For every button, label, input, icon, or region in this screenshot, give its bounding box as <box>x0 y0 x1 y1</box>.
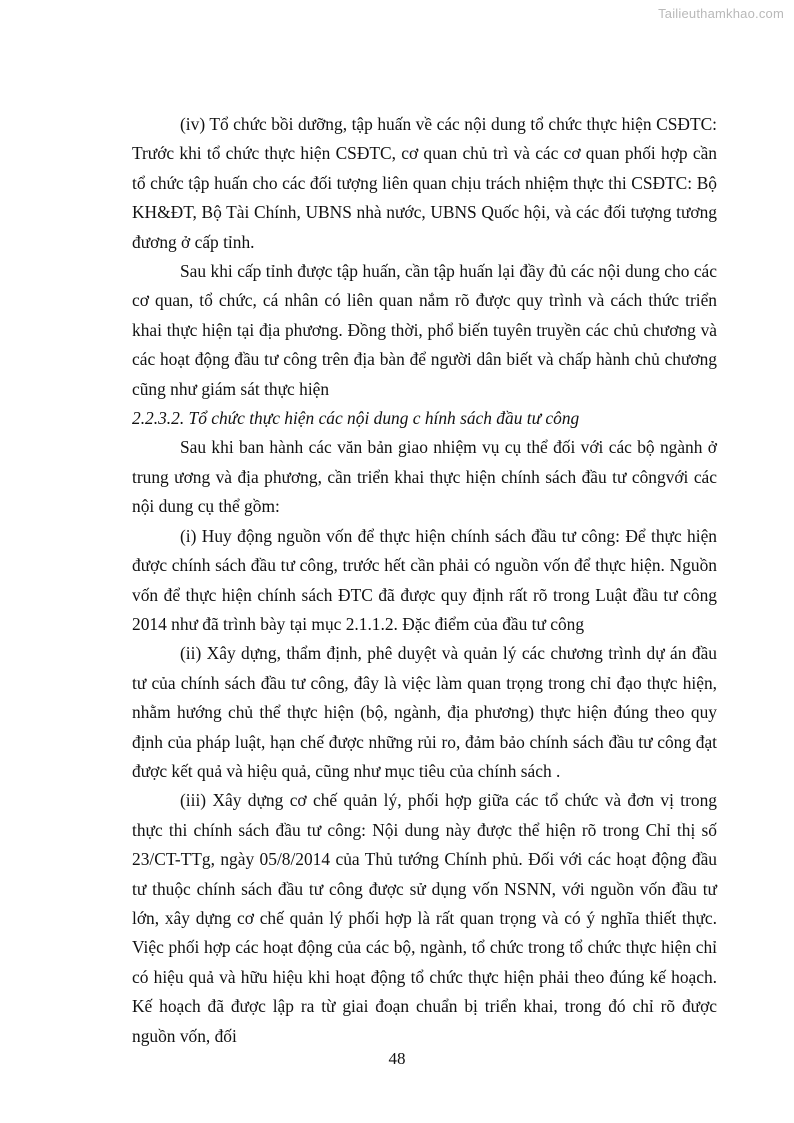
paragraph-coordination-mechanism: (iii) Xây dựng cơ chế quản lý, phối hợp giữa các tổ chức và đơn vị trong thực thi chính sách đầu tư công: Nội dung này được thể hiện rõ trong Chỉ thị số 23/CT-TTg, ngày 05/8/2014 của Thủ tướng Chính phủ. Đối với các hoạt động đầu tư thuộc chính sách đầu tư công được sử dụng vốn NSNN, với nguồn vốn đầu tư lớn, xây dựng cơ chế quản lý phối hợp là rất quan trọng và có ý nghĩa thiết thực. Việc phối hợp các hoạt động của các bộ, ngành, tổ chức trong tổ chức thực hiện chỉ có hiệu quả và hữu hiệu khi hoạt động tổ chức thực hiện phải theo đúng kế hoạch. Kế hoạch đã được lập ra từ giai đoạn chuẩn bị triển khai, trong đó chỉ rõ được nguồn vốn, đối <box>132 790 717 1046</box>
section-heading: 2.2.3.2. Tổ chức thực hiện các nội dung c hính sách đầu tư công <box>132 408 580 429</box>
watermark: Tailieuthamkhao.com <box>658 6 784 21</box>
page-number: 48 <box>388 1049 406 1068</box>
paragraph-capital-mobilization: (i) Huy động nguồn vốn để thực hiện chính sách đầu tư công: Để thực hiện được chính sách đầu tư công, trước hết cần phải có nguồn vốn để thực hiện. Nguồn vốn để thực hiện chính sách ĐTC đã được quy định rất rõ trong Luật đầu tư công 2014 như đã trình bày tại mục 2.1.1.2. Đặc điểm của đầu tư công <box>132 525 717 634</box>
paragraph-province-training: Sau khi cấp tỉnh được tập huấn, cần tập huấn lại đầy đủ các nội dung cho các cơ quan, tổ chức, cá nhân có liên quan nắm rõ được quy trình và cách thức triển khai thực hiện tại địa phương. Đồng thời, phổ biến tuyên truyền các chủ chương và các hoạt động đầu tư công trên địa bàn để người dân biết và chấp hành chủ chương cũng như giám sát thực hiện <box>132 261 717 399</box>
document-body <box>132 110 717 1051</box>
paragraph-implementation-intro: Sau khi ban hành các văn bản giao nhiệm vụ cụ thể đối với các bộ ngành ở trung ương và địa phương, cần triển khai thực hiện chính sách đầu tư côngvới các nội dung cụ thể gồm: <box>132 437 717 517</box>
paragraph-project-approval: (ii) Xây dựng, thẩm định, phê duyệt và quản lý các chương trình dự án đầu tư của chính sách đầu tư công, đây là việc làm quan trọng trong chỉ đạo thực hiện, nhằm hướng chủ thể thực hiện (bộ, ngành, địa phương) thực hiện đúng theo quy định của pháp luật, hạn chế được những rủi ro, đảm bảo chính sách đầu tư công đạt được kết quả và hiệu quả, cũng như mục tiêu của chính sách . <box>132 643 717 781</box>
paragraph-training: (iv) Tổ chức bồi dưỡng, tập huấn về các nội dung tổ chức thực hiện CSĐTC: Trước khi tổ chức thực hiện CSĐTC, cơ quan chủ trì và các cơ quan phối hợp cần tổ chức tập huấn cho các đối tượng liên quan chịu trách nhiệm thực thi CSĐTC: Bộ KH&ĐT, Bộ Tài Chính, UBNS nhà nước, UBNS Quốc hội, và các đối tượng tương đương ở cấp tỉnh. <box>132 114 717 252</box>
